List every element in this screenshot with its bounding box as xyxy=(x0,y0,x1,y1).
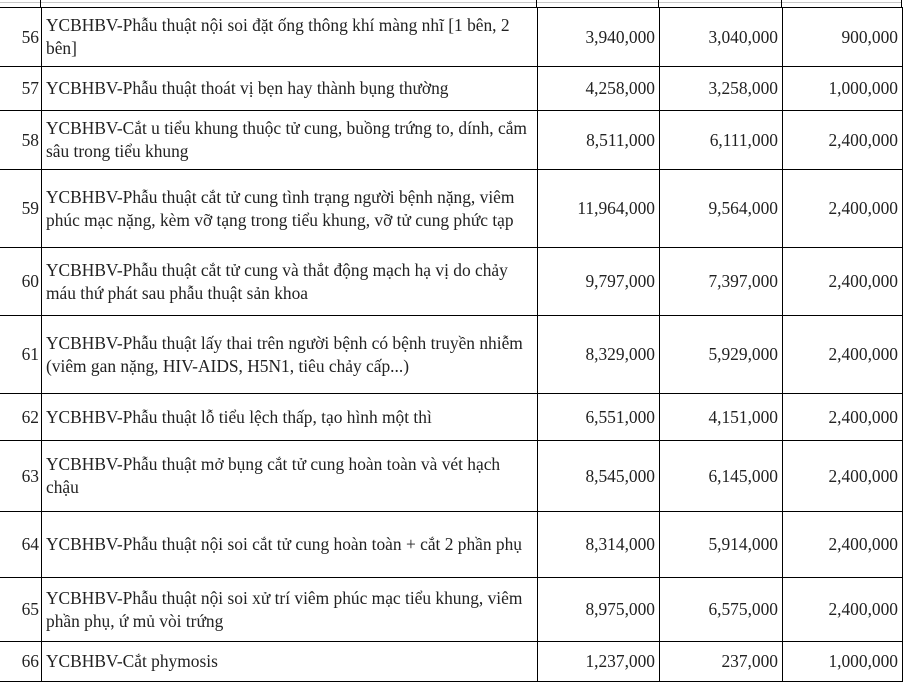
price-insurance: 9,564,000 xyxy=(660,170,783,248)
price-difference: 2,400,000 xyxy=(783,578,903,642)
price-total: 11,964,000 xyxy=(538,170,660,248)
price-insurance: 3,258,000 xyxy=(660,67,783,111)
service-name: YCBHBV-Phẫu thuật nội soi đặt ống thông khí màng nhĩ [1 bên, 2 bên] xyxy=(42,8,538,67)
price-total: 4,258,000 xyxy=(538,67,660,111)
service-name: YCBHBV-Phẫu thuật cắt tử cung tình trạng người bệnh nặng, viêm phúc mạc nặng, kèm vỡ tạng trong tiểu khung, vỡ tử cung phức tạp xyxy=(42,170,538,248)
table-body xyxy=(0,8,903,682)
row-number: 58 xyxy=(0,111,42,170)
row-number: 61 xyxy=(0,316,42,394)
row-number: 62 xyxy=(0,394,42,441)
row-number: 56 xyxy=(0,8,42,67)
table-row xyxy=(0,441,903,512)
table-row xyxy=(0,512,903,578)
price-insurance: 6,575,000 xyxy=(660,578,783,642)
price-insurance: 3,040,000 xyxy=(660,8,783,67)
service-name: YCBHBV-Phẫu thuật lỗ tiểu lệch thấp, tạo hình một thì xyxy=(42,394,538,441)
price-difference: 2,400,000 xyxy=(783,170,903,248)
service-name: YCBHBV-Phẫu thuật cắt tử cung và thắt động mạch hạ vị do chảy máu thứ phát sau phẫu thuật sản khoa xyxy=(42,248,538,316)
row-number: 64 xyxy=(0,512,42,578)
service-name: YCBHBV-Phẫu thuật thoát vị bẹn hay thành bụng thường xyxy=(42,67,538,111)
table-row xyxy=(0,394,903,441)
price-difference: 2,400,000 xyxy=(783,111,903,170)
price-total: 8,314,000 xyxy=(538,512,660,578)
price-total: 8,975,000 xyxy=(538,578,660,642)
price-total: 6,551,000 xyxy=(538,394,660,441)
price-total: 8,545,000 xyxy=(538,441,660,512)
row-number: 59 xyxy=(0,170,42,248)
price-difference: 2,400,000 xyxy=(783,441,903,512)
price-difference: 2,400,000 xyxy=(783,248,903,316)
price-total: 9,797,000 xyxy=(538,248,660,316)
price-insurance: 7,397,000 xyxy=(660,248,783,316)
table-row xyxy=(0,67,903,111)
price-difference: 1,000,000 xyxy=(783,67,903,111)
service-name: YCBHBV-Cắt u tiểu khung thuộc tử cung, buồng trứng to, dính, cắm sâu trong tiểu khung xyxy=(42,111,538,170)
price-insurance: 6,111,000 xyxy=(660,111,783,170)
price-total: 1,237,000 xyxy=(538,642,660,682)
service-name: YCBHBV-Phẫu thuật mở bụng cắt tử cung hoàn toàn và vét hạch chậu xyxy=(42,441,538,512)
service-name: YCBHBV-Phẫu thuật nội soi cắt tử cung hoàn toàn + cắt 2 phần phụ xyxy=(42,512,538,578)
price-total: 8,329,000 xyxy=(538,316,660,394)
price-total: 3,940,000 xyxy=(538,8,660,67)
price-insurance: 5,914,000 xyxy=(660,512,783,578)
price-difference: 900,000 xyxy=(783,8,903,67)
table-row xyxy=(0,8,903,67)
price-difference: 1,000,000 xyxy=(783,642,903,682)
previous-row-edge xyxy=(0,0,902,3)
table-row xyxy=(0,642,903,682)
price-total: 8,511,000 xyxy=(538,111,660,170)
price-insurance: 6,145,000 xyxy=(660,441,783,512)
row-number: 65 xyxy=(0,578,42,642)
service-price-table xyxy=(0,7,903,682)
table-row xyxy=(0,111,903,170)
price-insurance: 5,929,000 xyxy=(660,316,783,394)
row-number: 66 xyxy=(0,642,42,682)
price-difference: 2,400,000 xyxy=(783,512,903,578)
row-number: 60 xyxy=(0,248,42,316)
table-row xyxy=(0,170,903,248)
table-row xyxy=(0,316,903,394)
row-number: 57 xyxy=(0,67,42,111)
service-name: YCBHBV-Phẫu thuật nội soi xử trí viêm phúc mạc tiểu khung, viêm phần phụ, ứ mủ vòi trứng xyxy=(42,578,538,642)
price-insurance: 4,151,000 xyxy=(660,394,783,441)
row-number: 63 xyxy=(0,441,42,512)
table-row xyxy=(0,578,903,642)
price-difference: 2,400,000 xyxy=(783,394,903,441)
price-difference: 2,400,000 xyxy=(783,316,903,394)
service-name: YCBHBV-Phẫu thuật lấy thai trên người bệnh có bệnh truyền nhiễm (viêm gan nặng, HIV-AIDS, H5N1, tiêu chảy cấp...) xyxy=(42,316,538,394)
price-insurance: 237,000 xyxy=(660,642,783,682)
table-row xyxy=(0,248,903,316)
service-name: YCBHBV-Cắt phymosis xyxy=(42,642,538,682)
